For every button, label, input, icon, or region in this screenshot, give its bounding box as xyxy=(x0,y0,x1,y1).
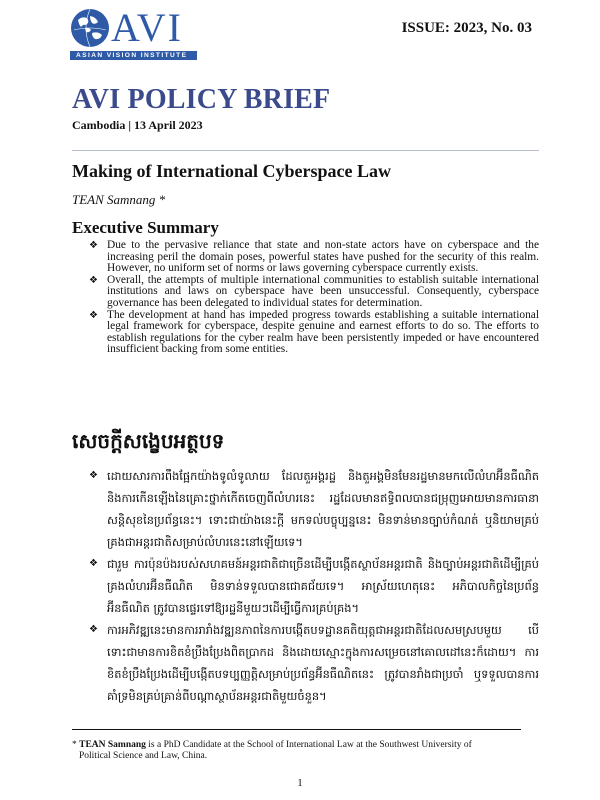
logo-wordmark: AVI xyxy=(111,5,183,50)
khmer-summary-heading: សេចក្ដីសង្ខេបអត្ថបទ xyxy=(72,429,225,453)
header-divider xyxy=(72,150,539,151)
summary-text: Overall, the attempts of multiple international communities to establish suitable international institutions and laws on cyberspace have been unsuccessful. Consequently, cyberspace governance has been delegated to individual states for determination. xyxy=(107,273,539,309)
diamond-bullet-icon: ❖ xyxy=(89,470,98,481)
footnote-text: is a PhD Candidate at the School of International Law at the Southwest University of xyxy=(145,740,472,750)
avi-logo xyxy=(70,5,220,59)
list-item xyxy=(89,619,539,707)
khmer-summary-list xyxy=(89,465,539,707)
summary-text: Due to the pervasive reliance that state and non-state actors have on cyberspace and the increasing peril the domain poses, powerful states have pushed for the security of this realm. However, no uniform set of norms or laws governing cyberspace currently exists. xyxy=(107,239,539,275)
diamond-bullet-icon: ❖ xyxy=(89,309,98,321)
summary-text: The development at hand has impeded progress towards establishing a suitable international legal framework for cyberspace, despite genuine and earnest efforts to do so. The efforts to establish regulations for the cyber realm have been persistently impeded or have encountered insufficient backing from some entities. xyxy=(107,308,539,356)
logo-subtitle: ASIAN VISION INSTITUTE xyxy=(70,51,197,60)
diamond-bullet-icon: ❖ xyxy=(89,274,98,286)
footnote-text-continued: Political Science and Law, China. xyxy=(79,751,208,761)
list-item xyxy=(89,465,539,553)
list-item xyxy=(89,273,539,310)
list-item xyxy=(89,308,539,356)
footnote-divider xyxy=(72,729,521,730)
khmer-summary-text: ដោយសារការពឹងផ្អែកយ៉ាងទូលំទូលាយ ដែលតួអង្គរដ្ឋ និងតួអង្គមិនមែនរដ្ឋមានមកលើលំហអ៊ីនធឺណិត និងការកើនឡើងនៃគ្រោះថ្នាក់កើតចេញពីលំហរនេះ រដ្ឋដែលមានឥទ្ធិពលបានជម្រុញអោយមានការធានាសន្តិសុខនៃប្រព័ន្ធនេះ។ ទោះជាយ៉ាងនេះក្តី មកទល់បច្ចុប្បន្ននេះ មិនទាន់មានច្បាប់កំណត់ ឬនិយាមគ្រប់គ្រងជាអន្តរជាតិសម្រាប់លំហរនេះនៅឡើយទេ។ xyxy=(107,469,539,549)
issue-number: ISSUE: 2023, No. 03 xyxy=(401,20,532,36)
diamond-bullet-icon: ❖ xyxy=(89,624,98,635)
khmer-summary-text: ជារួម ការប៉ុនប៉ងរបស់សហគមន៍អន្តរជាតិជាច្រើនដើម្បីបង្កើតស្ថាប័នអន្តរជាតិ និងច្បាប់អន្តរជាតិដើម្បីគ្រប់គ្រងលំហរអ៊ីនធឺណិត មិនទាន់ទទួលបានជោគជ័យទេ។ អាស្រ័យហេតុនេះ អភិបាលកិច្ចនៃប្រព័ន្ធអ៊ីនធឺណិត ត្រូវបានផ្ទេរទៅឱ្យរដ្ឋនីមួយៗដើម្បីធ្វើការគ្រប់គ្រង។ xyxy=(107,557,539,615)
footnote xyxy=(72,740,532,762)
brief-meta: Cambodia | 13 April 2023 xyxy=(72,118,203,132)
article-title: Making of International Cyberspace Law xyxy=(72,161,391,181)
page-number: 1 xyxy=(297,777,303,789)
list-item xyxy=(89,239,539,275)
diamond-bullet-icon: ❖ xyxy=(89,240,98,251)
executive-summary-list xyxy=(89,239,539,356)
globe-icon xyxy=(70,8,110,48)
footnote-author-name: TEAN Samnang xyxy=(79,740,146,750)
footnote-marker: * xyxy=(72,740,80,750)
diamond-bullet-icon: ❖ xyxy=(89,558,98,569)
khmer-summary-text: ការអភិវឌ្ឍនេះមានការរារាំងវឌ្ឍនភាពនៃការបង្កើតបទដ្ឋានគតិយុត្តជាអន្តរជាតិដែលសមស្របមួយ បើទោះជាមានការខិតខំប្រឹងប្រែងពិតប្រាកដ និងដោយស្មោះក្នុងការសម្រេចនៅគោលដៅនេះក៏ដោយ។ ការខិតខំប្រឹងប្រែងដើម្បីបង្កើតបទប្បញ្ញត្តិសម្រាប់ប្រព័ន្ធអ៊ីនធឺណិតនេះ ត្រូវបានរាំងជាប្រចាំ ឬទទួលបានការគាំទ្រមិនគ្រប់គ្រាន់ពីបណ្តាស្ថាប័នអន្តរជាតិមួយចំនួន។ xyxy=(107,623,539,703)
list-item xyxy=(89,553,539,619)
author: TEAN Samnang * xyxy=(72,192,166,207)
brief-title: AVI POLICY BRIEF xyxy=(72,84,331,115)
executive-summary-heading: Executive Summary xyxy=(72,218,219,237)
